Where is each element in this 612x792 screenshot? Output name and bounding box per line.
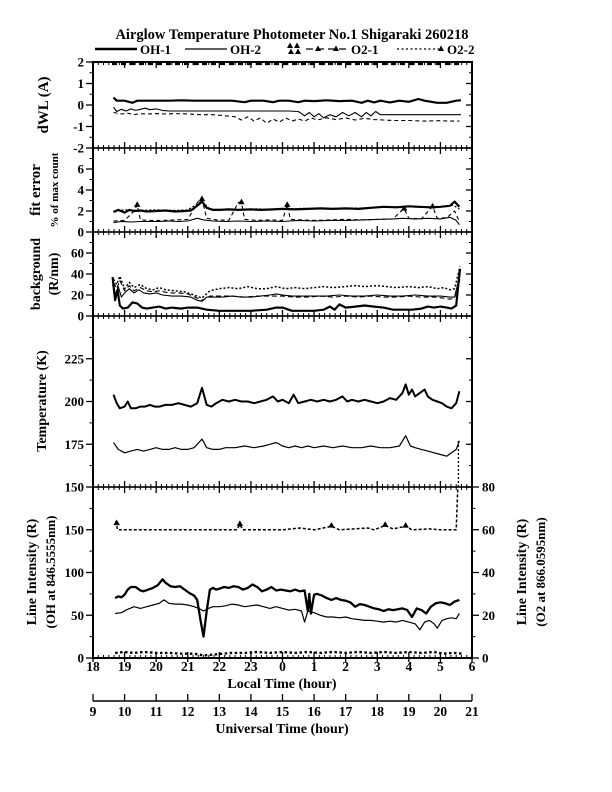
legend-triangle-o2-1-b [333, 46, 339, 52]
y-tick-label-right: 40 [482, 565, 495, 580]
ut-hour-label: 9 [89, 704, 97, 719]
series-o2-2-int-cap [116, 487, 458, 530]
local-hour-label: 1 [310, 659, 318, 674]
local-hour-label: 21 [181, 659, 195, 674]
y-tick-label: 4 [77, 182, 84, 198]
ut-hour-label: 14 [244, 704, 258, 719]
y-tick-label: 200 [64, 394, 84, 409]
local-hour-label: 23 [244, 659, 258, 674]
ylabel-dwl: dWL (A) [36, 76, 52, 134]
ut-hour-label: 16 [307, 704, 321, 719]
y-tick-label: 150 [64, 479, 84, 495]
ylabel-intensity-left-1: Line Intensity (R) [25, 518, 40, 626]
xlabel-universal-time: Universal Time (hour) [215, 722, 349, 737]
y-tick-label: 6 [77, 161, 84, 177]
y-tick-label: -1 [73, 119, 84, 134]
series-oh-2-fit [114, 217, 460, 224]
ut-hour-label: 21 [465, 704, 479, 719]
triangle-marker [328, 522, 334, 528]
series-oh-int [115, 579, 459, 636]
legend [95, 42, 474, 57]
panel-temperature [93, 316, 472, 487]
y-tick-label: 0 [77, 308, 84, 324]
ut-hour-label: 17 [338, 704, 353, 719]
legend-triangle-o2-2 [438, 46, 444, 52]
series-o2-int [115, 600, 459, 630]
y-tick-label: 150 [64, 522, 84, 538]
legend-label-oh2: OH-2 [230, 42, 262, 57]
ylabel-background: background [29, 237, 44, 311]
y-tick-label-right: 20 [482, 607, 495, 623]
ut-hour-label: 19 [402, 704, 416, 719]
ut-hour-label: 18 [370, 704, 384, 719]
ut-hour-label: 11 [149, 704, 163, 719]
triangle-marker [402, 522, 408, 528]
triangle-marker [199, 196, 205, 202]
local-hour-label: 3 [373, 659, 381, 674]
ut-hour-label: 15 [275, 704, 290, 719]
ylabel-background-sub: (R/nm) [47, 252, 62, 296]
series-oh-1-dwl [114, 98, 461, 103]
y-tick-label: 175 [64, 436, 84, 452]
panel-dwl [93, 62, 472, 148]
triangle-marker [429, 203, 435, 209]
y-tick-label: -2 [73, 140, 84, 156]
y-tick-label-right: 80 [482, 479, 495, 495]
legend-marker-cluster-o2-1 [287, 43, 301, 55]
series-o2-2-dwl [114, 113, 460, 124]
legend-triangle-o2-1-a [315, 46, 321, 52]
ylabel-intensity-left-2: (OH at 846.5555nm) [43, 515, 58, 629]
plot-layer [65, 55, 496, 720]
legend-label-o2-1: O2-1 [351, 42, 379, 57]
y-tick-label: 0 [77, 650, 84, 666]
ut-hour-label: 10 [117, 704, 132, 719]
triangle-marker [238, 199, 244, 205]
y-tick-label: 0 [77, 224, 84, 240]
triangle-marker [237, 520, 243, 526]
y-tick-label: 0 [77, 97, 84, 113]
series-o2-2-bg [114, 267, 461, 299]
y-tick-label: 225 [64, 351, 84, 367]
series-o2-temp [114, 436, 460, 457]
panel-background [93, 232, 472, 316]
y-tick-label-right: 60 [482, 522, 495, 538]
triangle-marker [382, 521, 388, 527]
series-oh-temp [114, 384, 460, 408]
series-oh-2-bg [113, 274, 460, 301]
local-hour-label: 18 [86, 659, 100, 674]
triangle-marker [134, 201, 140, 207]
y-tick-label-right: 0 [482, 650, 489, 666]
local-hour-label: 6 [468, 659, 476, 674]
ut-hour-label: 20 [433, 704, 448, 719]
triangle-marker [284, 201, 290, 207]
y-tick-label: 50 [71, 607, 84, 623]
y-tick-label: 40 [71, 266, 84, 282]
y-tick-label: 60 [71, 245, 84, 261]
local-hour-label: 4 [405, 659, 413, 674]
legend-label-oh1: OH-1 [140, 42, 172, 57]
y-tick-label: 1 [77, 76, 84, 91]
local-hour-label: 5 [437, 659, 444, 674]
local-hour-label: 2 [342, 659, 350, 674]
y-tick-label: 100 [64, 565, 84, 580]
series-oh-2-dwl [114, 107, 461, 118]
ut-hour-label: 12 [181, 704, 195, 719]
panel-line-intensity [93, 487, 472, 658]
triangle-marker [113, 520, 119, 526]
ylabel-intensity-right-2: (O2 at 866.0595nm) [533, 517, 548, 627]
ylabel-fit-error-sub: % of max count [49, 152, 61, 228]
ut-hour-label: 13 [212, 704, 227, 719]
chart-title: Airglow Temperature Photometer No.1 Shigaraki 260218 [115, 27, 469, 43]
local-hour-label: 22 [212, 659, 227, 674]
ylabel-temperature: Temperature (K) [35, 350, 50, 452]
legend-label-o2-2: O2-2 [447, 42, 475, 57]
local-hour-label: 20 [149, 659, 163, 674]
y-tick-label: 20 [71, 287, 84, 303]
ylabel-fit-error: fit error [28, 164, 44, 216]
local-hour-label: 0 [279, 659, 286, 674]
series-o2-1-int-floor [115, 652, 462, 655]
xlabel-local-time: Local Time (hour) [227, 677, 337, 692]
y-tick-label: 2 [77, 203, 84, 219]
ylabel-intensity-right-1: Line Intensity (R) [515, 518, 530, 626]
y-tick-label: 2 [77, 54, 84, 70]
local-hour-label: 19 [117, 659, 132, 674]
